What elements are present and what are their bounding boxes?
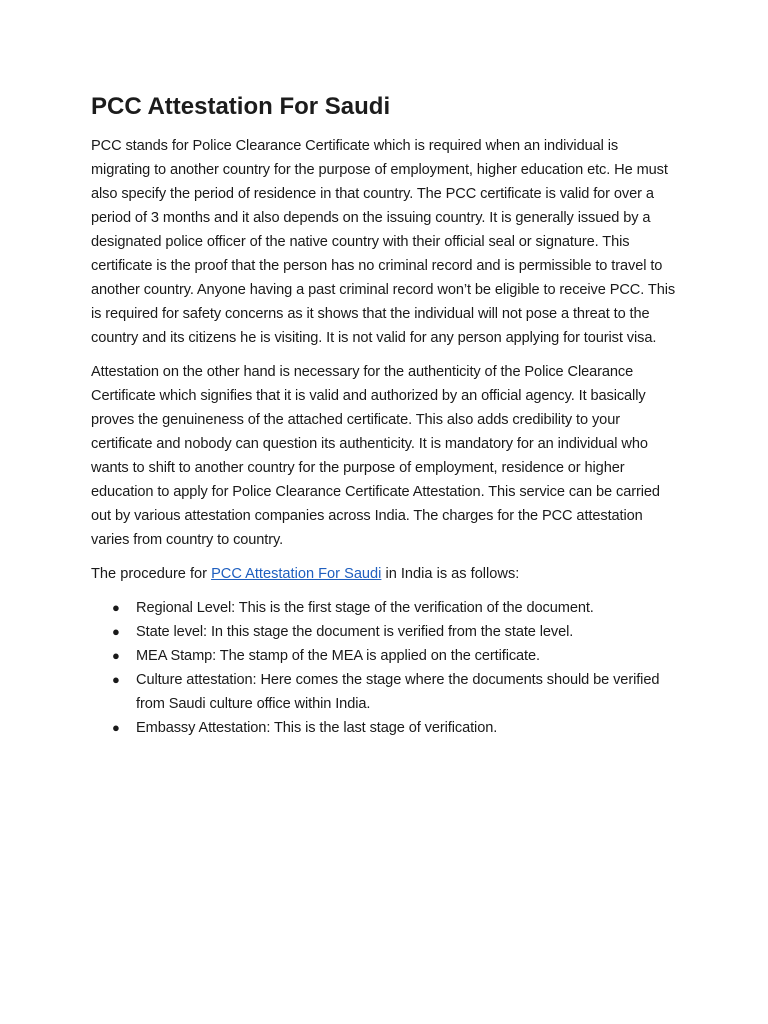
list-item-text: State level: In this stage the document is verified from the state level. bbox=[136, 624, 574, 640]
list-item-text: MEA Stamp: The stamp of the MEA is applied on the certificate. bbox=[136, 648, 540, 664]
list-item-text: Regional Level: This is the first stage of the verification of the document. bbox=[136, 600, 594, 616]
procedure-prefix: The procedure for bbox=[91, 566, 212, 582]
procedure-suffix: in India is as follows: bbox=[381, 566, 520, 582]
bullet-icon: ● bbox=[112, 624, 120, 639]
bullet-icon: ● bbox=[112, 720, 120, 735]
list-item-state-level bbox=[112, 620, 676, 644]
page-title: PCC Attestation For Saudi bbox=[91, 93, 391, 120]
procedure-intro bbox=[91, 562, 676, 586]
list-item-text: Embassy Attestation: This is the last stage of verification. bbox=[136, 720, 498, 736]
list-item-text: Culture attestation: Here comes the stage where the documents should be verified from Saudi culture office within India. bbox=[136, 672, 660, 712]
list-item-mea-stamp bbox=[112, 644, 676, 668]
bullet-icon: ● bbox=[112, 648, 120, 663]
pcc-attestation-link[interactable]: PCC Attestation For Saudi bbox=[211, 566, 382, 582]
list-item-culture-attestation bbox=[112, 668, 676, 716]
paragraph-pcc-definition: PCC stands for Police Clearance Certificate which is required when an individual is migrating to another country for the purpose of employment, higher education etc. He must also specify the period of residence in that country. The PCC certificate is valid for over a period of 3 months and it also depends on the issuing country. It is generally issued by a designated police officer of the native country with their official seal or signature. This certificate is the proof that the person has no criminal record and is permissible to travel to another country. Anyone having a past criminal record won’t be eligible to receive PCC. This is required for safety concerns as it shows that the individual will not pose a threat to the country and its citizens he is visiting. It is not valid for any person applying for tourist visa. bbox=[91, 138, 676, 346]
list-item-embassy-attestation bbox=[112, 716, 676, 740]
bullet-icon: ● bbox=[112, 672, 120, 687]
procedure-steps-list bbox=[91, 596, 676, 740]
bullet-icon: ● bbox=[112, 600, 120, 615]
list-item-regional-level bbox=[112, 596, 676, 620]
paragraph-attestation: Attestation on the other hand is necessary for the authenticity of the Police Clearance Certificate which signifies that it is valid and authorized by an official agency. It basically proves the genuineness of the attached certificate. This also adds credibility to your certificate and nobody can question its authenticity. It is mandatory for an individual who wants to shift to another country for the purpose of employment, residence or higher education to apply for Police Clearance Certificate Attestation. This service can be carried out by various attestation companies across India. The charges for the PCC attestation varies from country to country. bbox=[91, 364, 660, 548]
